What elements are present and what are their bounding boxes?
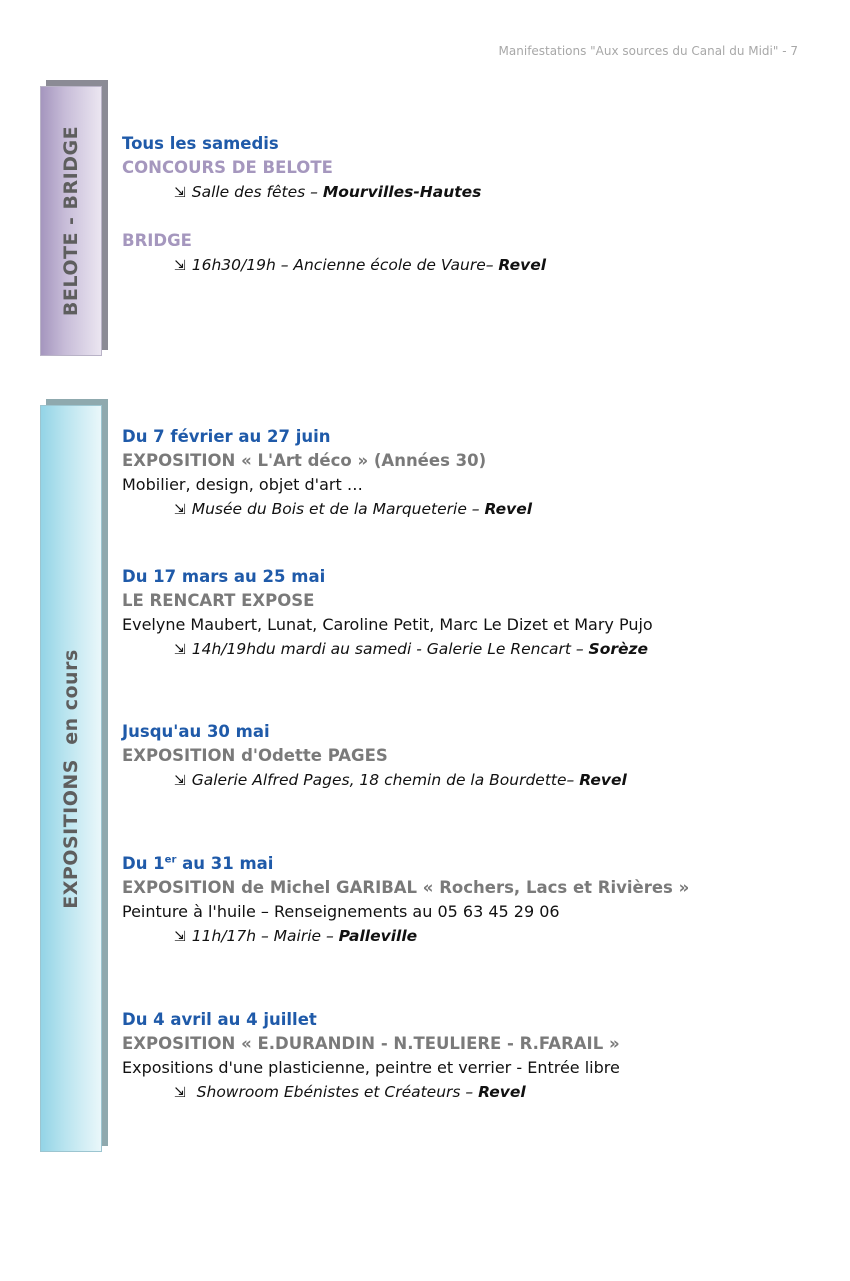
pointing-hand-icon: ⇲ [174,929,186,945]
entry-title: EXPOSITION de Michel GARIBAL « Rochers, Lacs et Rivières » [122,878,690,897]
expo-entry-art-deco [122,425,532,522]
expositions-tab-label: EXPOSITIONS en cours [60,648,82,909]
expositions-tab [40,405,102,1152]
entry-date: Du 1er au 31 mai [122,854,274,873]
expo-entry-durandin [122,1008,620,1105]
entry-location: ⇲ Musée du Bois et de la Marqueterie – Revel [174,500,533,518]
entry-description: Peinture à l'huile – Renseignements au 05 63 45 29 06 [122,902,560,921]
entry-location: ⇲ 11h/17h – Mairie – Palleville [174,927,418,945]
pointing-hand-icon: ⇲ [174,773,186,789]
running-header: Manifestations "Aux sources du Canal du Midi" - 7 [498,44,798,58]
entry-date: Du 17 mars au 25 mai [122,567,326,586]
entry-location: ⇲ 16h30/19h – Ancienne école de Vaure– Revel [174,256,547,274]
entry-title: CONCOURS DE BELOTE [122,158,333,177]
entry-description: Mobilier, design, objet d'art … [122,475,363,494]
entry-title: EXPOSITION d'Odette PAGES [122,746,388,765]
entry-description: Evelyne Maubert, Lunat, Caroline Petit, Marc Le Dizet et Mary Pujo [122,615,653,634]
pointing-hand-icon: ⇲ [174,642,186,658]
entry-date: Jusqu'au 30 mai [122,722,270,741]
belote-bridge-tab-label: BELOTE - BRIDGE [60,125,82,317]
entry-date: Du 4 avril au 4 juillet [122,1010,317,1029]
pointing-hand-icon: ⇲ [174,185,186,201]
entry-date: Du 7 février au 27 juin [122,427,331,446]
entry-description: Expositions d'une plasticienne, peintre et verrier - Entrée libre [122,1058,620,1077]
entry-title: EXPOSITION « L'Art déco » (Années 30) [122,451,487,470]
expo-entry-garibal [122,852,689,949]
expo-entry-rencart [122,565,653,662]
entry-location: ⇲ Galerie Alfred Pages, 18 chemin de la Bourdette– Revel [174,771,627,789]
pointing-hand-icon: ⇲ [174,502,186,518]
entry-title: EXPOSITION « E.DURANDIN - N.TEULIERE - R.FARAIL » [122,1034,620,1053]
bridge-entry [122,229,546,278]
entry-title: LE RENCART EXPOSE [122,591,315,610]
pointing-hand-icon: ⇲ [174,258,186,274]
entry-date: Tous les samedis [122,134,279,153]
belote-bridge-tab [40,86,102,356]
entry-location: ⇲ Salle des fêtes – Mourvilles-Hautes [174,183,482,201]
entry-title: BRIDGE [122,231,192,250]
pointing-hand-icon: ⇲ [174,1085,186,1101]
belote-entry [122,132,481,205]
expo-entry-odette-pages [122,720,627,793]
entry-location: ⇲ Showroom Ebénistes et Créateurs – Revel [174,1083,526,1101]
entry-location: ⇲ 14h/19hdu mardi au samedi - Galerie Le Rencart – Sorèze [174,640,649,658]
